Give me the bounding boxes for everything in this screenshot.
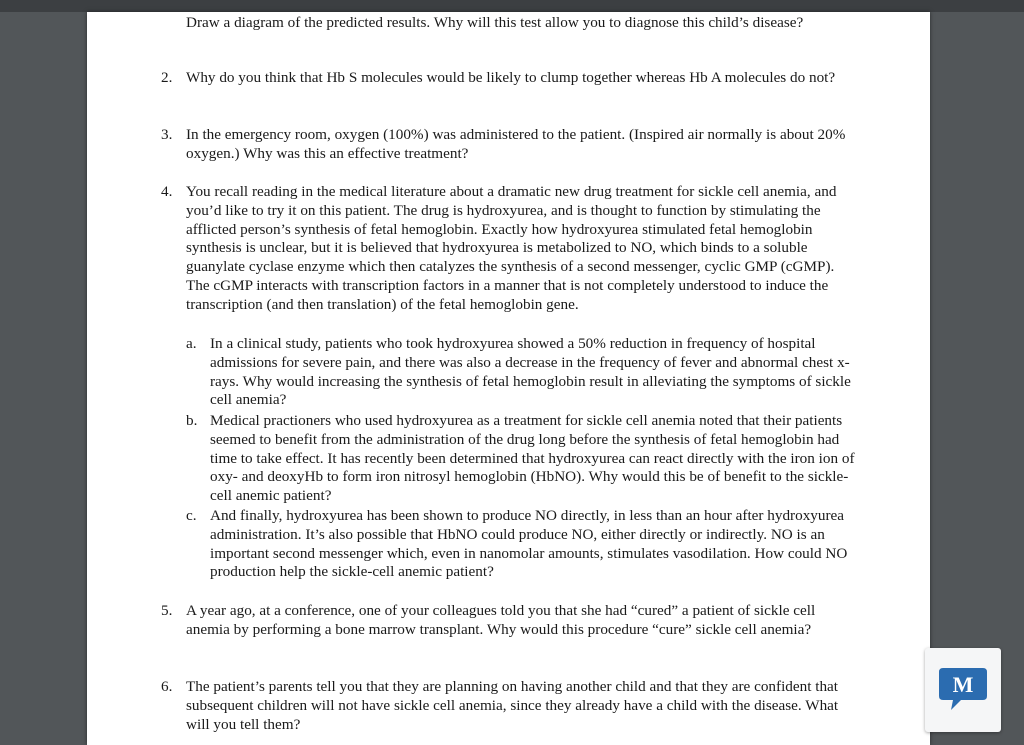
viewer-top-bar (0, 0, 1024, 12)
question-4 (161, 183, 861, 315)
question-number: 5. (161, 602, 173, 619)
subquestion-letter: b. (186, 412, 198, 429)
question-number: 3. (161, 126, 173, 143)
document-page (87, 12, 930, 745)
subquestion-b (186, 412, 866, 506)
question-2 (161, 69, 861, 88)
question-text: Why do you think that Hb S molecules would be likely to clump together whereas Hb A molecules do not? (186, 69, 836, 86)
question-number: 4. (161, 183, 173, 200)
subquestion-letter: a. (186, 335, 197, 352)
question-1-continuation: Draw a diagram of the predicted results. Why will this test allow you to diagnose this child’s disease? (186, 14, 804, 31)
subquestion-text: Medical practioners who used hydroxyurea as a treatment for sickle cell anemia noted that their patients seemed to benefit from the administration of the drug long before the synthesis of fetal hemoglobin had time to take effect. It has recently been determined that hydroxyurea can react directly with the iron ion of oxy- and deoxyHb to form iron nitrosyl hemoglobin (HbNO). Why would this be of benefit to the sickle-cell anemic patient? (210, 412, 855, 505)
question-5 (161, 602, 861, 640)
question-6 (161, 678, 861, 734)
chat-bubble-icon (937, 662, 989, 718)
subquestion-c (186, 507, 866, 582)
question-text: A year ago, at a conference, one of your colleagues told you that she had “cured” a patient of sickle cell anemia by performing a bone marrow transplant. Why would this procedure “cure” sickle cell anemia? (186, 602, 816, 638)
question-3 (161, 126, 861, 164)
badge-letter: M (952, 672, 974, 697)
question-text: In the emergency room, oxygen (100%) was administered to the patient. (Inspired air normally is about 20% oxygen.) Why was this an effective treatment? (186, 126, 846, 162)
chat-widget-button[interactable] (925, 648, 1001, 732)
question-text: The patient’s parents tell you that they are planning on having another child and that they are confident that subsequent children will not have sickle cell anemia, since they already have a child with the disease. What will you tell them? (186, 678, 839, 733)
question-number: 6. (161, 678, 173, 695)
subquestion-text: And finally, hydroxyurea has been shown to produce NO directly, in less than an hour after hydroxyurea administration. It’s also possible that HbNO could produce NO, either directly or indirectly. NO is an important second messenger which, even in nanomolar amounts, stimulates vasodilation. How could NO production help the sickle-cell anemic patient? (210, 507, 848, 581)
subquestion-a (186, 335, 866, 410)
subquestion-text: In a clinical study, patients who took hydroxyurea showed a 50% reduction in frequency of hospital admissions for severe pain, and there was also a decrease in the frequency of fever and abnormal chest x-rays. Why would increasing the synthesis of fetal hemoglobin result in alleviating the symptoms of sickle cell anemia? (210, 335, 851, 409)
subquestion-letter: c. (186, 507, 197, 524)
question-text: You recall reading in the medical literature about a dramatic new drug treatment for sickle cell anemia, and you’d like to try it on this patient. The drug is hydroxyurea, and is thought to function by stimulating the afflicted person’s synthesis of fetal hemoglobin. Exactly how hydroxyurea stimulated fetal hemoglobin synthesis is unclear, but it is believed that hydroxyurea is metabolized to NO, which binds to a soluble guanylate cyclase enzyme which then catalyzes the synthesis of a second messenger, cyclic GMP (cGMP). The cGMP interacts with transcription factors in a manner that is not completely understood to induce the transcription (and then translation) of the fetal hemoglobin gene. (186, 183, 837, 313)
question-number: 2. (161, 69, 173, 86)
